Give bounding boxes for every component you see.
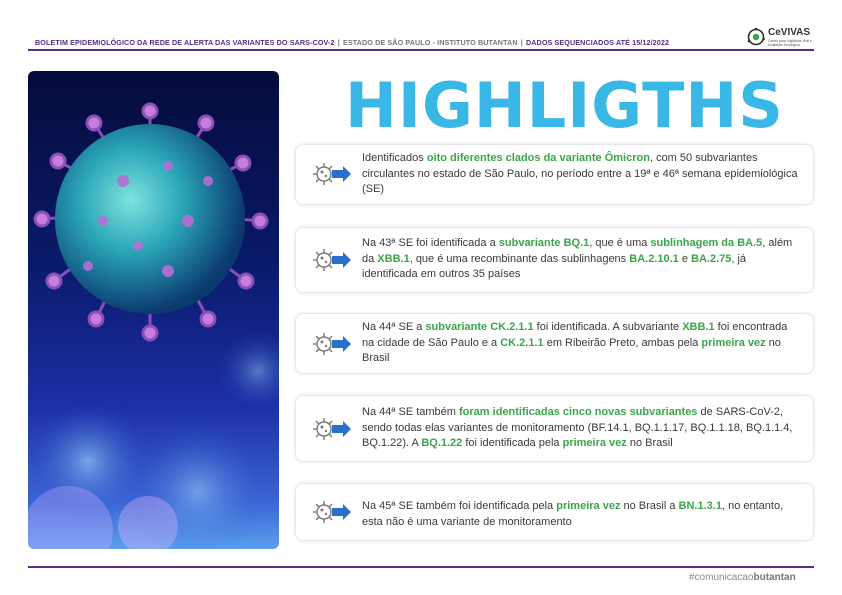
page-title: HIGHLIGTHS bbox=[345, 69, 784, 142]
highlight-text bbox=[362, 499, 802, 530]
footer-divider bbox=[28, 566, 814, 568]
bulletin-header bbox=[35, 38, 675, 47]
highlight-segment: no Brasil a bbox=[620, 500, 679, 512]
highlight-emphasis: sublinhagem da BA.5 bbox=[650, 237, 763, 249]
highlight-segment: e bbox=[678, 252, 692, 265]
highlight-segment: Na 44ª SE a bbox=[362, 321, 426, 333]
highlight-text bbox=[362, 405, 802, 452]
logo-name: CeVIVAS bbox=[768, 27, 811, 38]
highlight-segment: Na 45ª SE também foi identificada pela bbox=[362, 500, 557, 512]
highlight-emphasis: primeira vez bbox=[701, 336, 766, 349]
highlight-segment: Na 44ª SE também bbox=[362, 406, 460, 418]
highlight-segment: , no entanto, esta não é uma variante de monitoramento bbox=[362, 500, 784, 528]
highlight-segment: , já identificada em outros 35 países bbox=[362, 252, 747, 280]
highlight-emphasis: oito diferentes clados da variante Ômicron bbox=[426, 152, 650, 164]
highlight-emphasis: subvariante CK.2.1.1 bbox=[425, 321, 534, 333]
coronavirus-image bbox=[28, 71, 279, 549]
virus-arrow-icon bbox=[310, 329, 352, 359]
footer-hashtag bbox=[689, 572, 796, 583]
highlight-text bbox=[362, 320, 802, 367]
highlight-card bbox=[296, 145, 813, 204]
header-separator: | bbox=[337, 38, 340, 47]
highlight-emphasis: BA.2.75 bbox=[691, 252, 732, 265]
header-location: ESTADO DE SÃO PAULO - INSTITUTO BUTANTAN bbox=[342, 38, 518, 47]
highlight-text bbox=[362, 151, 802, 198]
virus-arrow-icon bbox=[310, 414, 352, 444]
header-separator: | bbox=[520, 38, 523, 47]
highlight-segment: foi identificada pela bbox=[462, 437, 563, 449]
virus-arrow-icon bbox=[310, 497, 352, 527]
highlight-segment: , que é uma recombinante das sublinhagens bbox=[409, 252, 630, 265]
hashtag-prefix: #comunicacao bbox=[689, 572, 754, 583]
hashtag-suffix: butantan bbox=[753, 572, 796, 583]
highlight-segment: , com 50 subvariantes circulantes no estado de São Paulo, no período entre a 19ª e 46ª semana epidemiológica (SE) bbox=[362, 152, 798, 195]
highlight-emphasis: CK.2.1.1 bbox=[500, 336, 544, 349]
highlight-emphasis: BQ.1.22 bbox=[421, 437, 463, 449]
header-data-date: DADOS SEQUENCIADOS ATÉ 15/12/2022 bbox=[525, 38, 670, 47]
highlight-segment: Na 43ª SE foi identificada a bbox=[362, 237, 499, 249]
highlight-emphasis: BA.2.10.1 bbox=[629, 252, 679, 265]
highlight-segment: foi encontrada na cidade de São Paulo e a bbox=[362, 321, 788, 349]
virus-arrow-icon bbox=[310, 159, 352, 189]
highlight-emphasis: BN.1.3.1 bbox=[678, 500, 722, 512]
header-divider bbox=[28, 49, 814, 51]
highlight-segment: , que é uma bbox=[589, 237, 651, 249]
cevivas-logo-icon bbox=[746, 27, 766, 47]
highlight-text bbox=[362, 236, 802, 283]
highlight-card bbox=[296, 228, 813, 292]
highlight-card bbox=[296, 314, 813, 373]
highlight-segment: Identificados bbox=[362, 152, 427, 164]
highlight-segment: foi identificada. A subvariante bbox=[533, 321, 683, 333]
highlight-segment: em Ribeirão Preto, ambas pela bbox=[543, 336, 702, 349]
highlight-segment: no Brasil bbox=[362, 336, 781, 364]
highlight-emphasis: subvariante BQ.1 bbox=[498, 237, 590, 249]
highlight-emphasis: primeira vez bbox=[562, 437, 627, 449]
highlight-emphasis: primeira vez bbox=[556, 500, 621, 512]
virus-arrow-icon bbox=[310, 245, 352, 275]
logo-tagline: Centro para Vigilância Viral e Avaliação Sorológica bbox=[768, 39, 812, 47]
highlight-segment: no Brasil bbox=[626, 437, 673, 449]
highlight-card bbox=[296, 484, 813, 540]
coronavirus-illustration bbox=[28, 71, 279, 549]
cevivas-logo bbox=[746, 26, 816, 48]
highlight-emphasis: XBB.1 bbox=[377, 252, 410, 265]
highlight-segment: , além da bbox=[362, 237, 793, 265]
highlight-segment: de SARS-CoV-2, sendo todas elas variantes de monitoramento (BF.14.1, BQ.1.1.17, BQ.1.1.18, BQ.1.1.4, BQ.1.22). A bbox=[362, 406, 793, 449]
highlight-card bbox=[296, 396, 813, 461]
header-bulletin-title: BOLETIM EPIDEMIOLÓGICO DA REDE DE ALERTA DAS VARIANTES DO SARS-COV-2 bbox=[35, 38, 335, 47]
highlight-emphasis: foram identificadas cinco novas subvariantes bbox=[459, 406, 698, 418]
highlight-emphasis: XBB.1 bbox=[682, 321, 715, 333]
